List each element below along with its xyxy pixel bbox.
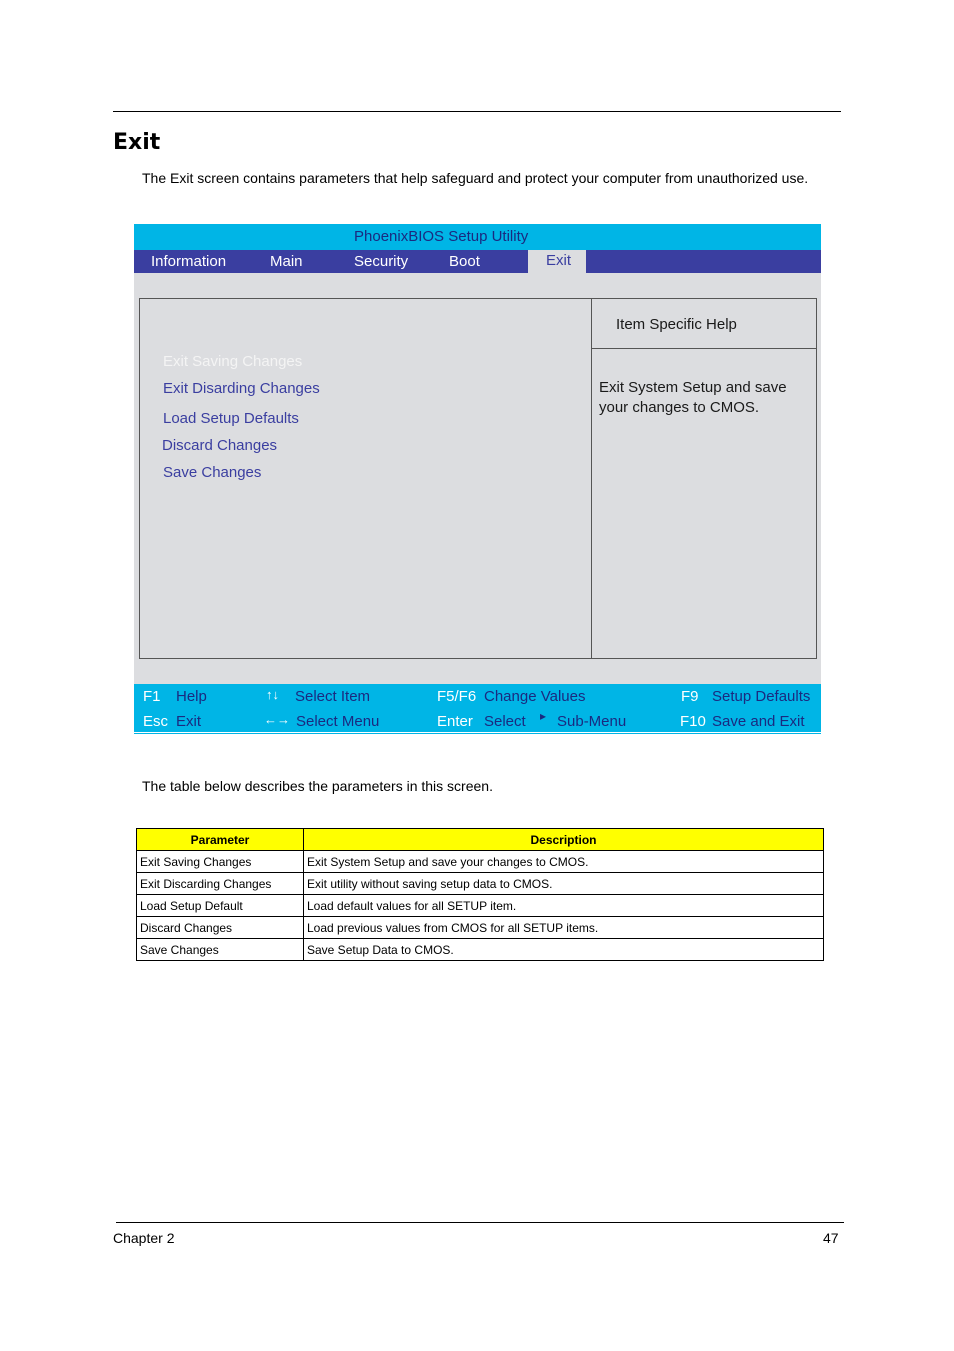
bios-footer-line	[134, 732, 821, 733]
options-panel	[139, 298, 592, 659]
header-parameter: Parameter	[137, 829, 304, 851]
menu-exit-label: Exit	[546, 252, 572, 269]
triangle-right-icon: ▸	[540, 709, 547, 723]
key-f10: F10	[680, 713, 706, 730]
table-header-row	[137, 829, 824, 851]
header-description: Description	[304, 829, 824, 851]
cell-description: Load previous values from CMOS for all SETUP items.	[304, 917, 824, 939]
intro-paragraph: The Exit screen contains parameters that help safeguard and protect your computer from unauthorized use.	[142, 170, 809, 186]
menu-security[interactable]: Security	[354, 253, 409, 270]
table-row	[137, 851, 824, 873]
table-intro: The table below describes the parameters in this screen.	[142, 778, 493, 794]
key-enter-label: Select	[484, 713, 526, 730]
cell-description: Load default values for all SETUP item.	[304, 895, 824, 917]
bios-title-bar	[134, 224, 821, 250]
key-f5f6-label: Change Values	[484, 688, 586, 705]
table-row	[137, 917, 824, 939]
table-row	[137, 939, 824, 961]
key-f9-label: Setup Defaults	[712, 688, 811, 705]
key-select-item-label: Select Item	[295, 688, 371, 705]
menu-main[interactable]: Main	[270, 253, 303, 270]
cell-parameter: Discard Changes	[137, 917, 304, 939]
help-title: Item Specific Help	[616, 316, 737, 333]
key-esc: Esc	[143, 713, 169, 730]
option-discard-changes[interactable]: Discard Changes	[162, 437, 278, 454]
table-row	[137, 873, 824, 895]
help-panel	[591, 298, 817, 659]
arrow-up-down-icon: ↑↓	[266, 687, 279, 702]
bios-title: PhoenixBIOS Setup Utility	[354, 228, 529, 245]
parameter-table	[136, 828, 824, 961]
menu-boot[interactable]: Boot	[449, 253, 480, 270]
option-save-changes[interactable]: Save Changes	[163, 464, 262, 481]
menu-information[interactable]: Information	[151, 253, 227, 270]
cell-description: Save Setup Data to CMOS.	[304, 939, 824, 961]
key-esc-label: Exit	[176, 713, 202, 730]
cell-parameter: Exit Discarding Changes	[137, 873, 304, 895]
bios-key-legend	[134, 684, 821, 734]
key-f1: F1	[143, 688, 161, 705]
bios-screen	[134, 224, 821, 734]
header-rule	[113, 111, 841, 112]
option-exit-disarding-changes[interactable]: Exit Disarding Changes	[163, 380, 320, 397]
option-load-setup-defaults[interactable]: Load Setup Defaults	[163, 410, 299, 427]
menu-exit[interactable]	[528, 250, 586, 274]
cell-parameter: Save Changes	[137, 939, 304, 961]
option-exit-saving-changes[interactable]: Exit Saving Changes	[163, 353, 303, 370]
key-f9: F9	[681, 688, 699, 705]
footer-rule	[116, 1222, 844, 1223]
arrow-left-right-icon: ←→	[264, 712, 290, 727]
section-title: Exit	[113, 130, 161, 155]
key-submenu-label: Sub-Menu	[557, 713, 627, 730]
page-number: 47	[823, 1230, 839, 1246]
key-f1-label: Help	[176, 688, 207, 705]
cell-description: Exit System Setup and save your changes to CMOS.	[304, 851, 824, 873]
cell-parameter: Exit Saving Changes	[137, 851, 304, 873]
cell-parameter: Load Setup Default	[137, 895, 304, 917]
key-enter: Enter	[437, 713, 473, 730]
chapter-label: Chapter 2	[113, 1230, 175, 1246]
bios-menu-bar	[134, 250, 821, 273]
help-text: Exit System Setup and save your changes to CMOS.	[599, 379, 787, 416]
key-f5f6: F5/F6	[437, 688, 477, 705]
cell-description: Exit utility without saving setup data to CMOS.	[304, 873, 824, 895]
key-select-menu-label: Select Menu	[296, 713, 380, 730]
table-row	[137, 895, 824, 917]
key-f10-label: Save and Exit	[712, 713, 805, 730]
help-divider	[592, 348, 816, 349]
